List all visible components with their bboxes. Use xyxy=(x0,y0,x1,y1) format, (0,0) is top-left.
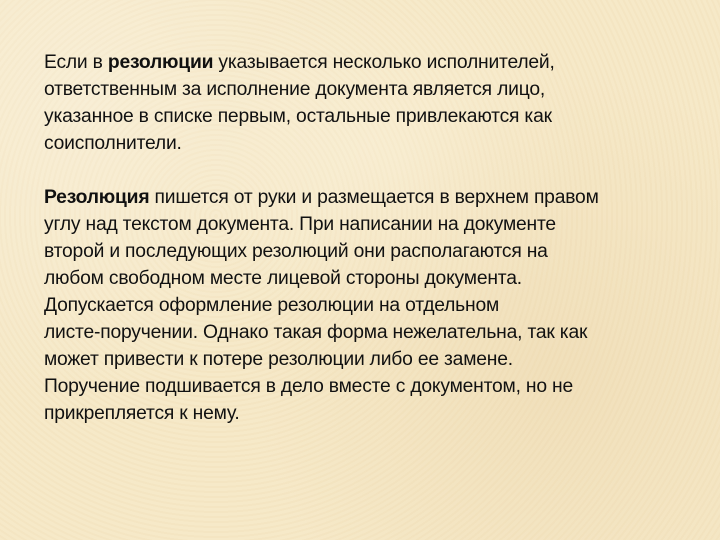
bold-term-resolution: резолюции xyxy=(107,52,214,73)
text-run: Если в xyxy=(44,52,108,73)
slide-body-text xyxy=(44,49,704,427)
text-line: любом свободном месте лицевой стороны документа. xyxy=(44,268,522,289)
text-line: второй и последующих резолюций они располагаются на xyxy=(44,241,548,262)
text-line: может привести к потере резолюции либо ее замене. xyxy=(44,349,513,370)
text-line xyxy=(44,49,704,76)
paragraph-spacer xyxy=(44,157,704,184)
text-line: углу над текстом документа. При написании на документе xyxy=(44,214,556,235)
paragraph-resolution-executors xyxy=(44,49,704,157)
text-line xyxy=(44,184,704,211)
text-line: листе-поручении. Однако такая форма нежелательна, так как xyxy=(44,322,588,343)
text-line: соисполнители. xyxy=(44,133,182,154)
text-line: Поручение подшивается в дело вместе с документом, но не xyxy=(44,376,574,397)
text-line: указанное в списке первым, остальные привлекаются как xyxy=(44,106,552,127)
text-run: пишется от руки и размещается в верхнем правом xyxy=(149,187,599,208)
bold-term-resolution: Резолюция xyxy=(44,187,150,208)
paragraph-resolution-handwritten xyxy=(44,184,704,427)
text-line: Допускается оформление резолюции на отдельном xyxy=(44,295,500,316)
text-line: ответственным за исполнение документа является лицо, xyxy=(44,79,546,100)
text-run: указывается несколько исполнителей, xyxy=(213,52,555,73)
text-line: прикрепляется к нему. xyxy=(44,403,240,424)
